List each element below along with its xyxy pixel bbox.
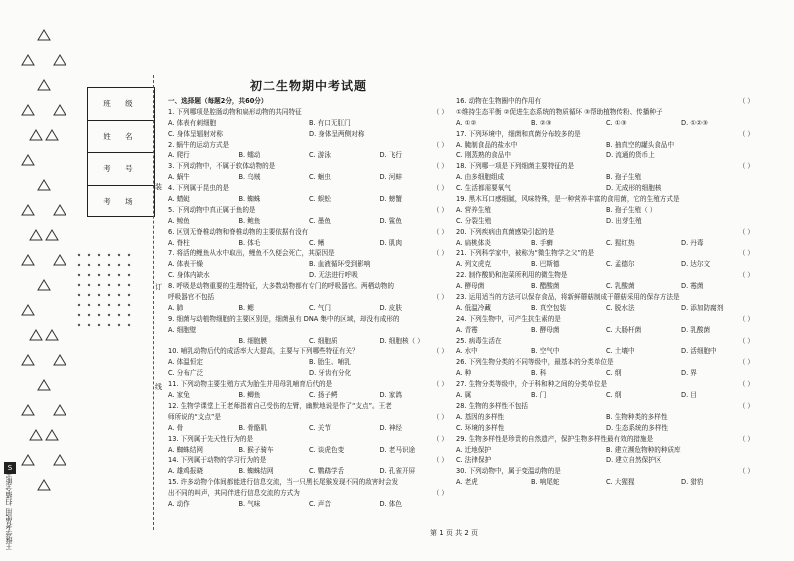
scanner-watermark-text: 王继学者使用 扫描全能王	[5, 470, 13, 550]
question-stem	[456, 194, 756, 205]
option-choice[interactable]: A. 鲸鱼	[168, 216, 190, 225]
question-text: 22. 制作酸奶和泡菜所利用的微生物是	[456, 271, 568, 280]
option-choice[interactable]: C. 鹦鹉学舌	[309, 467, 345, 476]
question-text: 16. 动物在生物圈中的作用有	[456, 97, 542, 105]
option-row	[168, 270, 450, 281]
option-choice[interactable]: B. 乌贼	[238, 173, 261, 182]
answer-paren[interactable]: （ ）	[738, 314, 754, 323]
option-choice[interactable]: D. 猎豹	[681, 478, 704, 487]
option-choice[interactable]: B. 真空包装	[531, 303, 567, 312]
option-row	[456, 118, 756, 129]
option-choice[interactable]: B. 有口无肛门	[309, 118, 351, 127]
option-choice[interactable]: D. 添加防腐剂	[681, 303, 724, 312]
option-choice[interactable]: D. 无成形的细胞核	[606, 184, 662, 193]
question-text: 25. 病毒生活在	[456, 336, 502, 345]
option-choice[interactable]: A. 体温恒定	[168, 358, 203, 367]
info-number-label: 考 号	[88, 153, 154, 186]
answer-paren[interactable]: （ ）	[432, 347, 448, 356]
question-stem	[168, 227, 450, 238]
option-choice[interactable]: D. 鲨鱼	[379, 216, 402, 225]
info-room-label: 考 场	[103, 196, 139, 206]
answer-paren[interactable]: （ ）	[738, 336, 754, 345]
option-choice[interactable]: D. 孔雀开屏	[379, 467, 416, 476]
question-text: 2. 蜗牛的运动方式是	[168, 140, 230, 149]
option-row	[168, 336, 450, 347]
question-stem	[456, 401, 756, 412]
option-choice[interactable]: D. 肌肉	[379, 238, 402, 247]
question-text: 17. 下列环境中，细菌和真菌分布较多的是	[456, 129, 581, 138]
option-choice[interactable]: D. 达尔文	[681, 260, 711, 269]
answer-paren[interactable]: （ ）	[738, 271, 754, 280]
question-stem	[168, 455, 450, 466]
question-text: 3. 下列动物中，不属于软体动物的是	[168, 162, 276, 171]
question-text: 4. 下列属于昆虫的是	[168, 184, 230, 193]
option-choice[interactable]: A. 蜗牛	[168, 173, 190, 182]
option-choice[interactable]: B. 响尾蛇	[531, 478, 560, 487]
answer-paren[interactable]: （ ）	[432, 434, 448, 443]
question-stem	[168, 248, 450, 259]
answer-paren[interactable]: （ ）	[738, 467, 754, 476]
option-choice[interactable]: C. 分裂生殖	[456, 216, 492, 225]
question-text: 6. 区别无脊椎动物和脊椎动物的主要依据有没有	[168, 227, 309, 236]
question-text: 师所说的“支点”是	[168, 412, 221, 421]
option-choice[interactable]: A. 列文虎克	[456, 260, 491, 269]
question-text: ①维持生态平衡 ②促进生态系统的物质循环 ③帮助植物传粉、传播种子	[456, 107, 663, 116]
question-stem	[456, 270, 756, 281]
answer-paren[interactable]: （ ）	[432, 227, 448, 236]
left-question-column	[168, 96, 450, 510]
option-choice[interactable]: D. 活细胞中	[681, 347, 717, 356]
option-choice[interactable]: B. 孢子生殖	[606, 173, 642, 182]
option-choice[interactable]: D. 丹毒	[681, 238, 704, 247]
option-choice[interactable]: A. 腌制食品的盐水中	[456, 140, 518, 149]
option-choice[interactable]: C. 气门	[309, 303, 331, 312]
option-row	[168, 129, 450, 140]
question-stem	[456, 227, 756, 238]
option-choice[interactable]: A. 动作	[168, 499, 190, 508]
option-row	[168, 423, 450, 434]
option-row	[168, 499, 450, 510]
info-name-label: 姓 名	[88, 121, 154, 154]
option-row	[456, 303, 756, 314]
answer-paren[interactable]: （ ）	[432, 184, 448, 193]
option-choice[interactable]: D. 细胞核（ ）	[379, 336, 424, 345]
question-text: 21. 下列科学家中，被称为“微生物学之父”的是	[456, 249, 595, 258]
answer-paren[interactable]: （ ）	[432, 140, 448, 149]
option-choice[interactable]: D. 河蚌	[379, 173, 402, 182]
section-heading: 一、选择题（每题2分，共60分）	[168, 97, 268, 105]
option-choice[interactable]: A. 水中	[456, 347, 478, 356]
question-stem	[168, 205, 450, 216]
option-choice[interactable]: C. 生活都需要氧气	[456, 184, 511, 193]
option-choice[interactable]: D. 飞行	[379, 151, 402, 160]
question-stem	[456, 292, 756, 303]
option-choice[interactable]: C. ①③	[606, 118, 627, 127]
question-stem	[456, 248, 756, 259]
question-text: 8. 呼吸是动物重要的生理特征，大多数动物都有专门的呼吸器官。两栖动物的	[168, 282, 394, 291]
option-row	[456, 412, 756, 423]
question-text: 27. 生物分类等级中，介于科和种之间的分类单位是	[456, 380, 608, 389]
option-choice[interactable]: C. 纲	[606, 391, 622, 400]
option-row	[168, 172, 450, 183]
option-choice[interactable]: D. 体色	[379, 499, 402, 508]
option-choice[interactable]: D. 家鸽	[379, 391, 402, 400]
option-choice[interactable]: B. ②③	[531, 118, 552, 127]
answer-paren[interactable]: （ ）	[738, 162, 754, 171]
option-choice[interactable]: C. 声音	[309, 499, 331, 508]
option-choice[interactable]: B. 酵母菌	[531, 325, 560, 334]
question-text: 呼吸器官不包括	[168, 293, 215, 302]
option-choice[interactable]: D. 乳酸菌	[681, 325, 711, 334]
option-row	[168, 445, 450, 456]
option-choice[interactable]: A. 老虎	[456, 478, 478, 487]
option-row	[456, 205, 756, 216]
question-stem	[456, 314, 756, 325]
option-row	[168, 390, 450, 401]
option-choice[interactable]: B. 抽真空的罐头食品中	[606, 140, 675, 149]
option-row	[168, 303, 450, 314]
option-choice[interactable]: C. 土壤中	[606, 347, 635, 356]
answer-paren[interactable]: （ ）	[738, 434, 754, 443]
question-text: 7. 将活的鲤鱼从水中取出，鲤鱼不久便会死亡，其原因是	[168, 249, 335, 258]
option-choice[interactable]: A. 种	[456, 369, 472, 378]
option-choice[interactable]: A. 营养生殖	[456, 205, 491, 214]
option-row	[168, 259, 450, 270]
binding-label-zhuang: 装	[155, 183, 162, 191]
option-choice[interactable]: D. 身体呈两侧对称	[309, 129, 365, 138]
question-text: 14. 下列属于动物的学习行为的是	[168, 456, 267, 465]
question-text: 23. 运用适当的方法可以保存食品，将新鲜蘑菇制成干蘑菇采用的保存方法是	[456, 293, 680, 302]
option-choice[interactable]: B. 蜘蛛结网	[238, 467, 274, 476]
option-choice[interactable]: D. 界	[681, 369, 697, 378]
question-text: 出不同的叫声，其同伴进行信息交流的方式为	[168, 489, 300, 498]
option-row	[456, 238, 756, 249]
option-choice[interactable]: D. 老马识途	[379, 445, 416, 454]
option-choice[interactable]: A. 脊柱	[168, 238, 190, 247]
question-stem	[168, 488, 450, 499]
option-choice[interactable]: C. 孟德尔	[606, 260, 635, 269]
option-row	[456, 368, 756, 379]
option-choice[interactable]: D. ①②③	[681, 118, 709, 127]
question-stem	[456, 96, 756, 107]
option-choice[interactable]: B. 科	[531, 369, 547, 378]
answer-paren[interactable]: （ ）	[738, 227, 754, 236]
option-row	[456, 172, 756, 183]
binding-label-xian: 线	[155, 383, 162, 391]
answer-paren[interactable]: （ ）	[738, 401, 754, 410]
option-choice[interactable]: A. 蜻蜓	[168, 195, 190, 204]
answer-paren[interactable]: （ ）	[432, 489, 448, 498]
option-choice[interactable]: B. 孢子生殖（ ）	[606, 205, 657, 214]
option-choice[interactable]: C. 游泳	[309, 151, 331, 160]
option-choice[interactable]: A. 基因的多样性	[456, 412, 505, 421]
scanner-logo: S	[4, 462, 16, 474]
option-choice[interactable]: B. 蜘蛛	[238, 195, 261, 204]
question-stem	[168, 292, 450, 303]
option-choice[interactable]: B. 体毛	[238, 238, 261, 247]
option-choice[interactable]: A. 肺	[168, 303, 184, 312]
info-class-label: 班 级	[88, 88, 154, 121]
option-choice[interactable]: C. 墨鱼	[309, 216, 331, 225]
option-choice[interactable]: C. 乳酸菌	[606, 282, 635, 291]
option-choice[interactable]: A. 蜘蛛结网	[168, 445, 203, 454]
option-choice[interactable]: B. 鲍鱼	[238, 216, 261, 225]
option-row	[456, 183, 756, 194]
option-row	[168, 466, 450, 477]
question-stem	[168, 161, 450, 172]
option-choice[interactable]: B. 骨骼肌	[238, 423, 267, 432]
option-choice[interactable]: C. 蜈蚣	[309, 195, 331, 204]
question-stem	[456, 357, 756, 368]
option-choice[interactable]: B. 生物种类的多样性	[606, 412, 668, 421]
option-row	[456, 390, 756, 401]
page-footer: 第 1 页 共 2 页	[430, 529, 479, 537]
question-stem	[168, 412, 450, 423]
question-stem	[168, 379, 450, 390]
option-choice[interactable]: A. 属	[456, 391, 472, 400]
answer-paren[interactable]: （ ）	[432, 162, 448, 171]
question-text: 13. 下列属于先天性行为的是	[168, 434, 254, 443]
option-choice[interactable]: C. 法律保护	[456, 456, 492, 465]
option-choice[interactable]: C. 谈虎色变	[309, 445, 345, 454]
option-choice[interactable]: C. 大猩猩	[606, 478, 635, 487]
question-stem	[456, 161, 756, 172]
option-choice[interactable]: A. 雄鸡报晓	[168, 467, 203, 476]
answer-paren[interactable]: （ ）	[432, 380, 448, 389]
option-row	[456, 216, 756, 227]
question-stem	[456, 434, 756, 445]
question-stem	[456, 129, 756, 140]
decorative-dot-grid	[74, 250, 134, 332]
option-row	[168, 238, 450, 249]
question-text: 20. 下列疾病由真菌感染引起的是	[456, 227, 555, 236]
binding-cut-line	[153, 75, 154, 530]
question-stem	[168, 325, 450, 336]
option-choice[interactable]: A. ①②	[456, 118, 477, 127]
question-text: A. 细胞壁	[168, 325, 197, 334]
option-row	[168, 216, 450, 227]
option-choice[interactable]: B. 巴斯德	[531, 260, 560, 269]
option-choice[interactable]: B. 蠕动	[238, 151, 261, 160]
binding-label-ding: 订	[155, 283, 162, 291]
option-choice[interactable]: C. 关节	[309, 423, 331, 432]
option-choice[interactable]: B. 细胞膜	[238, 336, 267, 345]
option-row	[456, 140, 756, 151]
exam-title: 初二生物期中考试题	[250, 79, 368, 93]
question-stem	[168, 281, 450, 292]
option-choice[interactable]: D. 建立自然保护区	[606, 456, 662, 465]
option-row	[456, 477, 756, 488]
right-question-column	[456, 96, 756, 488]
answer-paren[interactable]: （ ）	[432, 293, 448, 302]
answer-paren[interactable]: （ ）	[432, 107, 448, 116]
option-choice[interactable]: A. 爬行	[168, 151, 190, 160]
question-text: 26. 下列生物分类的不同等级中，最基本的分类单位是	[456, 358, 614, 367]
option-choice[interactable]: B. 门	[531, 391, 547, 400]
answer-paren[interactable]: （ ）	[738, 249, 754, 258]
question-text: 9. 细菌与动植物细胞的主要区别是，细菌虽有 DNA 集中的区域，却没有成形的	[168, 314, 400, 323]
option-row	[456, 455, 756, 466]
question-stem	[168, 434, 450, 445]
option-choice[interactable]: A. 酵母菌	[456, 282, 485, 291]
question-stem	[168, 477, 450, 488]
option-choice[interactable]: B. 猴子骑车	[238, 445, 274, 454]
question-text: 10. 哺乳动物后代的成活率大大提高，主要与下列哪些特征有关？	[168, 347, 359, 356]
question-stem	[168, 314, 450, 325]
option-row	[168, 150, 450, 161]
question-stem	[456, 107, 756, 118]
option-choice[interactable]: B. 胎生、哺乳	[309, 358, 351, 367]
question-stem	[456, 379, 756, 390]
option-choice[interactable]: B. 气味	[238, 499, 261, 508]
question-text: 18. 下列哪一项是下列细菌主要特征的是	[456, 162, 575, 171]
option-choice[interactable]: D. 螃蟹	[379, 195, 402, 204]
question-text: 24. 下列生物中，可产生抗生素的是	[456, 314, 561, 323]
option-row	[456, 346, 756, 357]
question-text: 12. 生物学课堂上王老师指着自己受伤的左臂，幽默地说是作了“支点”。王老	[168, 401, 392, 410]
answer-paren[interactable]: （ ）	[738, 129, 754, 138]
question-text: 29. 生物多样性是珍贵的自然遗产，保护生物多样性最有效的措施是	[456, 434, 654, 443]
option-choice[interactable]: C. 刚蒸熟的食品中	[456, 151, 511, 160]
option-choice[interactable]: D. 霉菌	[681, 282, 704, 291]
option-choice[interactable]: B. 建立濒危物种的种质库	[606, 445, 681, 454]
question-text: 30. 下列动物中，属于变温动物的是	[456, 467, 561, 476]
option-choice[interactable]: B. 血液循环受到影响	[309, 260, 371, 269]
question-text: 28. 生物的多样性不包括	[456, 401, 528, 410]
option-choice[interactable]: B. 空气中	[531, 347, 560, 356]
option-choice[interactable]: C. 大肠杆菌	[606, 325, 642, 334]
question-stem	[168, 401, 450, 412]
option-choice[interactable]: D. 目	[681, 391, 697, 400]
option-choice[interactable]: B. 醋酸菌	[531, 282, 560, 291]
answer-paren[interactable]: （ ）	[432, 205, 448, 214]
student-info-box	[87, 87, 155, 217]
option-choice[interactable]: A. 扁桃体炎	[456, 238, 491, 247]
option-row	[168, 357, 450, 368]
option-choice[interactable]: D. 流通的货币上	[606, 151, 655, 160]
option-choice[interactable]: B. 鲫鱼	[238, 391, 261, 400]
question-text: 19. 黑木耳口感细腻，风味特殊，是一种营养丰富的食用菌，它的生殖方式是	[456, 195, 680, 204]
answer-paren[interactable]: （ ）	[432, 412, 448, 421]
question-text: 15. 许多动物个体间都能进行信息交流，当一只黑长尾猴发现不同的敌害时会发	[168, 478, 399, 487]
option-choice[interactable]: A. 由多细胞组成	[456, 173, 505, 182]
question-stem	[456, 336, 756, 347]
option-choice[interactable]: C. 脱水法	[606, 303, 635, 312]
answer-paren[interactable]: （ ）	[432, 456, 448, 465]
option-choice[interactable]: D. 皮肤	[379, 303, 402, 312]
option-row	[456, 423, 756, 434]
option-choice[interactable]: B. 手癣	[531, 238, 553, 247]
option-choice[interactable]	[168, 336, 239, 347]
option-choice[interactable]: D. 生态系统的多样性	[606, 423, 669, 432]
option-choice[interactable]: D. 牙齿有分化	[309, 369, 352, 378]
option-row	[168, 118, 450, 129]
answer-paren[interactable]: （ ）	[738, 380, 754, 389]
option-choice[interactable]: A. 骨	[168, 423, 184, 432]
option-row	[456, 325, 756, 336]
option-row	[456, 445, 756, 456]
question-stem	[168, 140, 450, 151]
option-choice[interactable]: C. 鳍	[309, 238, 325, 247]
answer-paren[interactable]: （ ）	[738, 97, 754, 105]
option-row	[456, 150, 756, 161]
option-choice[interactable]: C. 身体内缺水	[168, 271, 210, 280]
option-row	[456, 259, 756, 270]
option-choice[interactable]: A. 家兔	[168, 391, 190, 400]
option-choice[interactable]: C. 身体呈辐射对称	[168, 129, 223, 138]
option-choice[interactable]: C. 分布广泛	[168, 369, 204, 378]
option-choice[interactable]: A. 体表干燥	[168, 260, 203, 269]
option-choice[interactable]: C. 细胞质	[309, 336, 338, 345]
option-choice[interactable]: A. 体表有刺细胞	[168, 118, 217, 127]
answer-paren[interactable]: （ ）	[432, 249, 448, 258]
question-text: 11. 下列动物主要生殖方式为胎生并用母乳哺育后代的是	[168, 380, 333, 389]
question-text: 1. 下列哪项是腔肠动物和扁形动物的共同特征	[168, 107, 302, 116]
option-row	[456, 281, 756, 292]
option-row	[168, 194, 450, 205]
option-row	[168, 368, 450, 379]
question-text: 5. 下列动物中真正属于鱼的是	[168, 205, 256, 214]
option-choice[interactable]: C. 纲	[606, 369, 622, 378]
option-choice[interactable]: A. 青霉	[456, 325, 478, 334]
option-choice[interactable]: D. 无法进行呼吸	[309, 271, 358, 280]
option-choice[interactable]: A. 低温冷藏	[456, 303, 491, 312]
option-choice[interactable]: C. 猩红热	[606, 238, 635, 247]
question-stem	[168, 183, 450, 194]
option-choice[interactable]: D. 神经	[379, 423, 402, 432]
answer-paren[interactable]: （ ）	[738, 358, 754, 367]
option-choice[interactable]: C. 环境的多样性	[456, 423, 505, 432]
question-stem	[168, 107, 450, 118]
option-choice[interactable]: B. 鳃	[238, 303, 254, 312]
option-choice[interactable]: A. 迁地保护	[456, 445, 491, 454]
question-stem	[168, 346, 450, 357]
question-stem	[456, 466, 756, 477]
option-choice[interactable]: C. 扬子鳄	[309, 391, 338, 400]
option-choice[interactable]: D. 出芽生殖	[606, 216, 642, 225]
option-choice[interactable]: C. 蛔虫	[309, 173, 331, 182]
